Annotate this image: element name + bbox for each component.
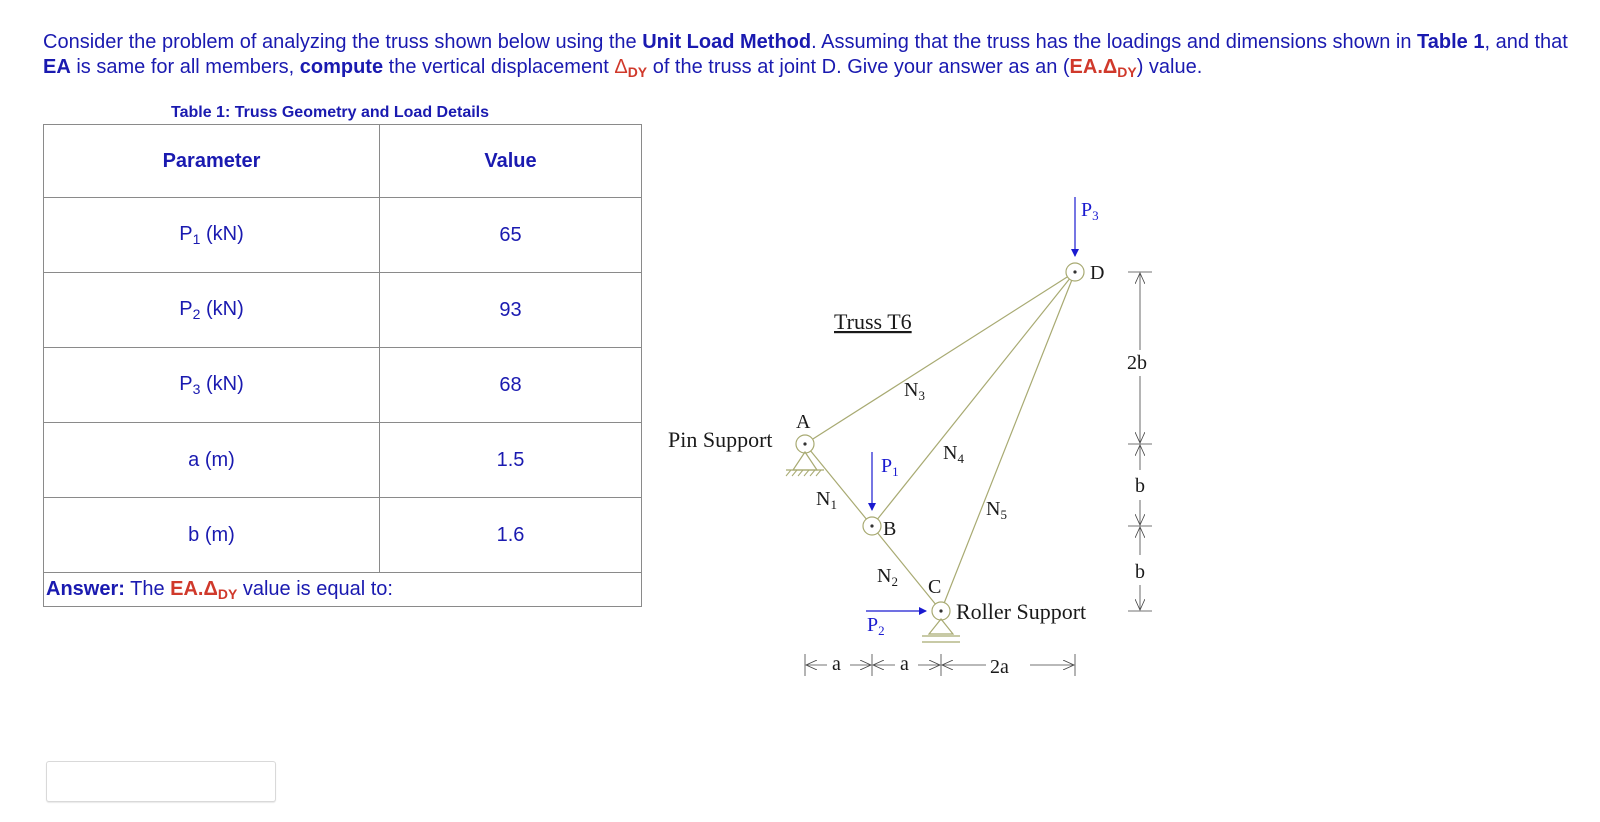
joint-d-label: D	[1090, 262, 1105, 284]
answer-ea-delta-sub: DY	[217, 585, 238, 602]
prompt-ea-delta: EA.Δ	[1069, 56, 1118, 78]
dim-a1-label: a	[832, 653, 841, 675]
prompt-text: . Assuming that the truss has the loadings and dimensions shown in	[811, 31, 1418, 53]
param-sub: 3	[192, 381, 201, 397]
load-p3-label: $P_3$	[1081, 199, 1099, 223]
member-n1-label: $N_1$	[816, 488, 837, 512]
param-unit: (kN)	[200, 298, 244, 320]
prompt-text: the vertical displacement	[383, 56, 615, 78]
header-parameter: Parameter	[44, 125, 380, 198]
pin-support	[786, 435, 824, 476]
dim-a2-label: a	[900, 653, 909, 675]
horizontal-dimensions	[805, 654, 1075, 676]
value-cell: 1.5	[380, 423, 642, 498]
prompt-text: is same for all members,	[70, 56, 300, 78]
pin-support-label: Pin Support	[668, 427, 773, 452]
prompt-text: , and that	[1484, 31, 1568, 53]
param-name: P	[179, 298, 193, 320]
dim-b1-label: b	[1135, 475, 1145, 497]
prompt-delta: Δ	[614, 56, 628, 78]
roller-support-label: Roller Support	[956, 599, 1087, 624]
member-n4-label: $N_4$	[943, 442, 964, 466]
header-value: Value	[380, 125, 642, 198]
joint-a-label: A	[796, 411, 811, 433]
prompt-bold-table: Table 1	[1417, 31, 1485, 53]
load-p2-label: $P_2$	[867, 614, 885, 638]
answer-text: value is equal to:	[237, 577, 393, 600]
truss-title: Truss T6	[834, 309, 912, 334]
answer-ea-delta: EA.Δ	[170, 577, 218, 600]
table-caption: Table 1: Truss Geometry and Load Details	[171, 104, 490, 121]
value-cell: 1.6	[380, 498, 642, 573]
member-n3-label: $N_3$	[904, 379, 925, 403]
prompt-text: of the truss at joint D. Give your answer as an (	[647, 56, 1070, 78]
member-n5	[941, 272, 1075, 611]
value-cell: 65	[380, 198, 642, 273]
param-sub: 2	[192, 306, 201, 322]
member-n3	[805, 272, 1075, 444]
answer-label: Answer:	[46, 577, 125, 600]
load-p1-label: $P_1$	[881, 455, 899, 479]
member-n1	[805, 444, 872, 526]
dim-2b-label: 2b	[1127, 352, 1147, 374]
prompt-delta-sub: DY	[627, 64, 648, 80]
param-name: P	[179, 373, 193, 395]
param-unit: (kN)	[200, 373, 244, 395]
param-sub: 1	[192, 231, 201, 247]
joint-c-label: C	[928, 576, 942, 598]
value-cell: 68	[380, 348, 642, 423]
param-cell: a (m)	[44, 423, 380, 498]
member-n5-label: $N_5$	[986, 498, 1007, 522]
prompt-text: ) value.	[1136, 56, 1203, 78]
prompt-bold-compute: compute	[299, 56, 384, 78]
prompt-bold-ea: EA	[43, 56, 71, 78]
param-unit: (kN)	[200, 223, 244, 245]
dim-b2-label: b	[1135, 561, 1145, 583]
joint-b	[863, 517, 881, 535]
joint-b-label: B	[883, 518, 897, 540]
param-name: P	[179, 223, 193, 245]
prompt-bold-method: Unit Load Method	[642, 31, 812, 53]
prompt-text: Consider the problem of analyzing the truss shown below using the	[43, 31, 643, 53]
param-cell: b (m)	[44, 498, 380, 573]
joint-d	[1066, 263, 1084, 281]
roller-support	[922, 602, 960, 642]
value-cell: 93	[380, 273, 642, 348]
prompt-ea-delta-sub: DY	[1117, 64, 1137, 80]
dim-2a-label: 2a	[990, 656, 1009, 678]
answer-text: The	[124, 577, 171, 600]
member-n2-label: $N_2$	[877, 565, 898, 589]
